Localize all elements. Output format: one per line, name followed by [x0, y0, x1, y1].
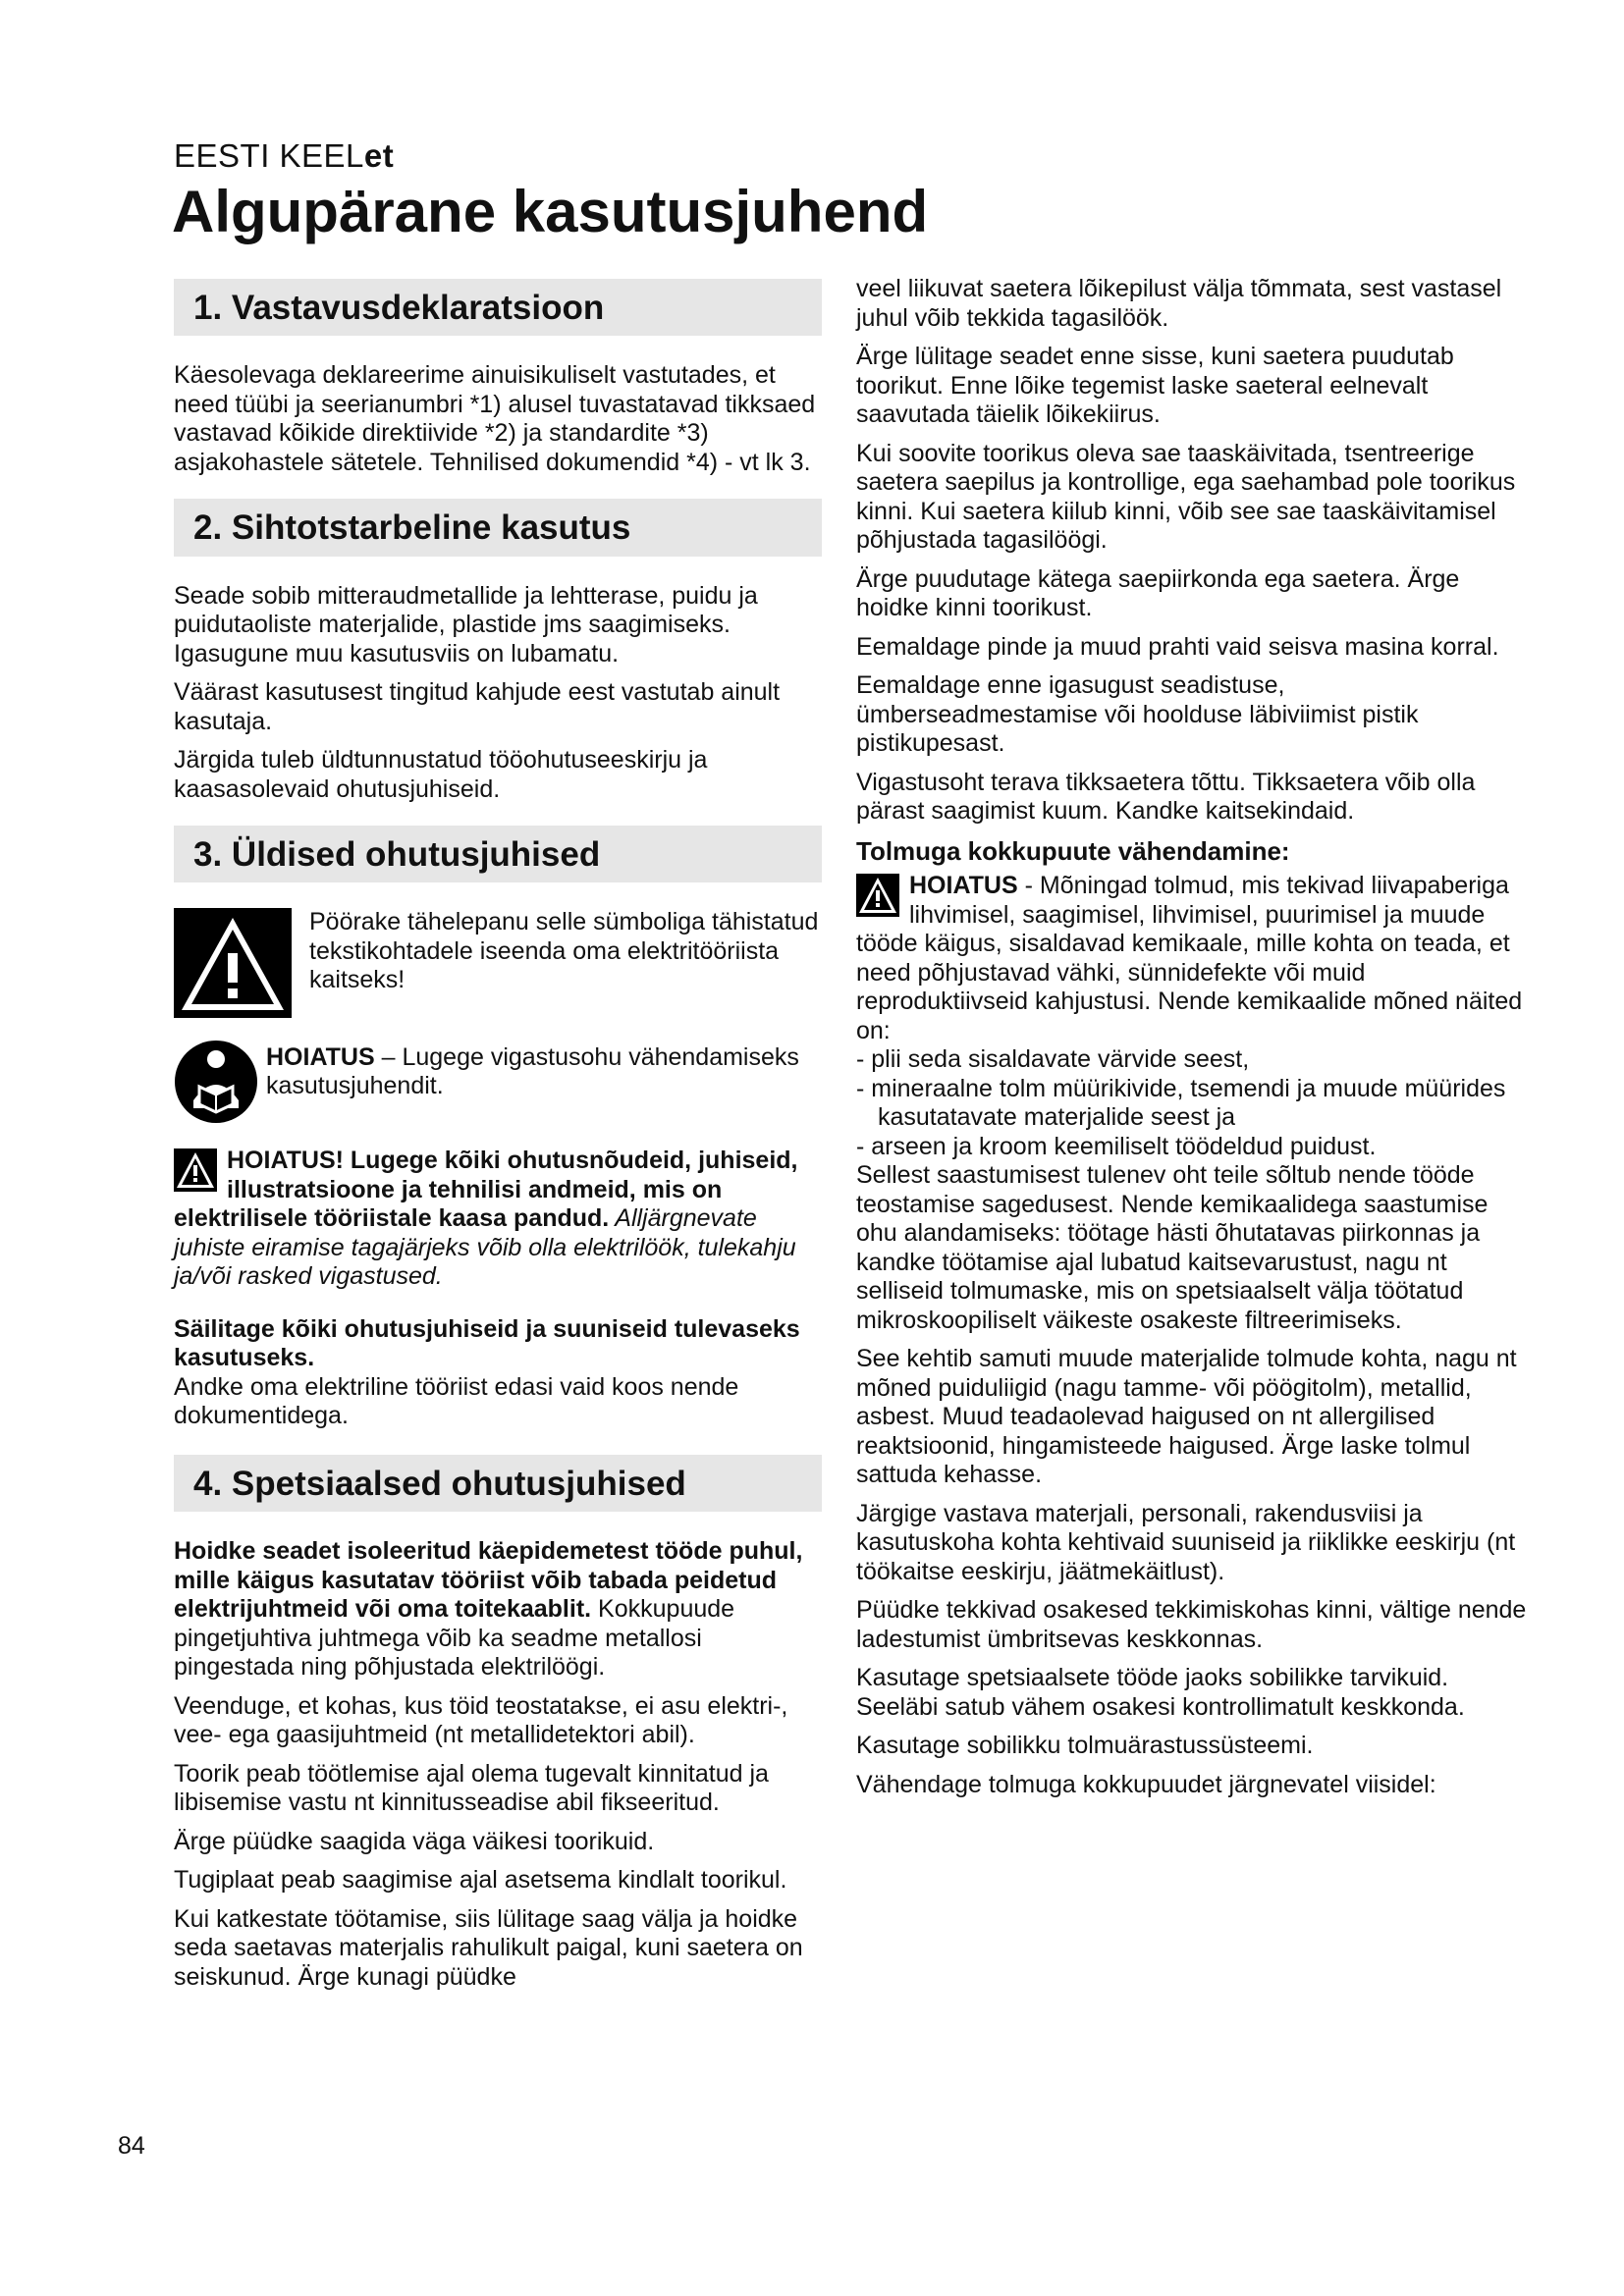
paragraph: Eemaldage enne igasugust seadistuse, ümberseadmestamise või hoolduse läbiviimist pistik pistikupesast. [856, 671, 1419, 757]
paragraph: Tugiplaat peab saagimise ajal asetsema kindlalt toorikul. [174, 1866, 787, 1895]
paragraph: Toorik peab töötlemise ajal olema tugevalt kinnitatud ja libisemise vastu nt kinnitusseadise abil fikseeritud. [174, 1759, 769, 1817]
list-item: - mineraalne tolm müürikivide, tsemendi ja muude müürides kasutatavate materjalide seest ja [856, 1074, 1506, 1132]
paragraph: Kui soovite toorikus oleva sae taaskäivitada, tsentreerige saetera saepilus ja kontrollige, ega saehambad pole toorikus kinni. Kui saetera kiilub kinni, võib see sae taaskäivitamisel põhjustada tagasilöögi. [856, 439, 1516, 554]
manual-warning-text: HOIATUS – Lugege vigastusohu vähendamiseks kasutusjuhendit. [266, 1042, 799, 1100]
right-column [856, 275, 1529, 1809]
paragraph: Vigastusoht terava tikksaetera tõttu. Tikksaetera võib olla pärast saagimist kuum. Kandke kaitsekindaid. [856, 768, 1476, 825]
paragraph: Ärge lülitage seadet enne sisse, kuni saetera puudutab toorikut. Enne lõike tegemist laske saeteral eelnevalt saavutada täielik lõikekiirus. [856, 343, 1454, 428]
paragraph: Järgige vastava materjali, personali, rakendusviisi ja kasutuskoha kohta kehtivaid suuniseid ja riiklikke eeskirju (nt töökaitse eeskirju, jäätmekäitlust). [856, 1499, 1516, 1585]
keep-instructions: Säilitage kõiki ohutusjuhiseid ja suuniseid tulevaseks kasutuseks. Andke oma elektriline tööriist edasi vaid koos nende dokumentidega. [174, 1314, 800, 1430]
paragraph: Püüdke tekkivad osakesed tekkimiskohas kinni, vältige nende ladestumist ümbritsevas keskkonnas. [856, 1596, 1527, 1653]
paragraph: Ärge puudutage kätega saepiirkonda ega saetera. Ärge hoidke kinni toorikust. [856, 564, 1460, 621]
list-item: - plii seda sisaldavate värvide seest, [856, 1045, 1250, 1074]
symbol-note-text: Pöörake tähelepanu selle sümboliga tähistatud tekstikohtadele iseenda oma elektritööriista kaitseks! [309, 908, 819, 994]
symbol-note [174, 908, 822, 1026]
paragraph: Ärge püüdke saagida väga väikesi toorikuid. [174, 1827, 655, 1855]
page-number: 84 [118, 2132, 145, 2160]
list-item: - arseen ja kroom keemiliselt töödeldud puidust. [856, 1132, 1377, 1160]
paragraph: Kasutage sobilikku tolmuärastussüsteemi. [856, 1732, 1314, 1760]
section-heading-3: 3. Üldised ohutusjuhised [174, 826, 822, 882]
paragraph: Kui katkestate töötamise, siis lülitage saag välja ja hoidke seda saetavas materjalis rahulikult paigal, kuni saetera on seiskunud. Ärge kunagi püüdke [174, 1904, 803, 1991]
paragraph: Hoidke seadet isoleeritud käepidemetest tööde puhul, mille käigus kasutatav tööriist võib tabada peidetud elektrijuhtmeid või oma toitekaablit. Kokkupuude pingetjuhtiva juhtmega võib ka seadme metallosi pingestada ning põhjustada elektrilöögi. [174, 1537, 803, 1682]
paragraph: Sellest saastumisest tulenev oht teile sõltub nende tööde teostamise sagedusest. Nende kemikaalidega saastumise ohu alandamiseks: töötage hästi õhutatavas piirkonnas ja kandke töötamise ajal lubatud kaitsevarustust, nagu nt selliseid tolmumaske, mis on spetsiaalselt välja töötatud mikroskoopiliselt väikeste osakeste filtreerimiseks. [856, 1161, 1489, 1334]
language-label: EESTI KEELet [174, 137, 395, 174]
section-heading-2: 2. Sihtotstarbeline kasutus [174, 499, 822, 556]
warning-triangle-icon [174, 908, 292, 1026]
dust-heading: Tolmuga kokkupuute vähendamine: [856, 835, 1290, 866]
general-warning: HOIATUS! Lugege kõiki ohutusnõudeid, juhiseid, illustratsioone ja tehnilisi andmeid, mis on elektrilisele tööriistale kaasa pandud. Alljärgnevate juhiste eiramise tagajärjeks võib olla elektrilöök, tulekahju ja/või rasked vigastused. [174, 1147, 798, 1291]
warning-triangle-icon [856, 874, 899, 925]
dust-examples-list [856, 1045, 1529, 1161]
paragraph: veel liikuvat saetera lõikepilust välja tõmmata, sest vastasel juhul võib tekkida tagasilöök. [856, 275, 1502, 332]
read-manual-icon [174, 1040, 258, 1132]
paragraph: Seade sobib mitteraudmetallide ja lehtterase, puidu ja puidutaoliste materjalide, plastide jms saagimiseks. Igasugune muu kasutusviis on lubamatu. [174, 581, 758, 667]
section-heading-4: 4. Spetsiaalsed ohutusjuhised [174, 1455, 822, 1512]
page-title: Algupärane kasutusjuhend [172, 179, 929, 244]
section-heading-1: 1. Vastavusdeklaratsioon [174, 279, 822, 336]
manual-warning [174, 1040, 822, 1132]
paragraph: Eemaldage pinde ja muud prahti vaid seisva masina korral. [856, 632, 1499, 661]
dust-warning: HOIATUS - Mõningad tolmud, mis tekivad liivapaberiga lihvimisel, saagimisel, lihvimisel, puurimisel ja muude tööde käigus, sisaldavad kemikaale, mille kohta on teada, et need põhjustavad vähki, sünnidefekte või muid reproduktiivseid kahjustusi. Nende kemikaalide mõned näited on: [856, 872, 1523, 1044]
paragraph: Veenduge, et kohas, kus töid teostatakse, ei asu elektri-, vee- ega gaasijuhtmeid (nt metallidetektori abil). [174, 1691, 788, 1749]
paragraph: Vähendage tolmuga kokkupuudet järgnevatel viisidel: [856, 1770, 1436, 1798]
left-column [174, 275, 822, 2002]
paragraph: Väärast kasutusest tingitud kahjude eest vastutab ainult kasutaja. [174, 678, 781, 735]
paragraph: Käesolevaga deklareerime ainuisikuliselt vastutades, et need tüübi ja seerianumbri *1) alusel tuvastatavad tikksaed vastavad kõikide direktiivide *2) ja standardite *3) asjakohastele sätetele. Tehnilised dokumendid *4) - vt lk 3. [174, 361, 816, 476]
paragraph: Järgida tuleb üldtunnustatud tööohutuseeskirju ja kaasasolevaid ohutusjuhiseid. [174, 746, 708, 803]
paragraph: See kehtib samuti muude materjalide tolmude kohta, nagu nt mõned puiduliigid (nagu tamme- või pöögitolm), metallid, asbest. Muud teadaolevad haigused on nt allergilised reaktsioonid, hingamisteede haigused. Ärge laske tolmul sattuda kehasse. [856, 1345, 1517, 1489]
paragraph: Kasutage spetsiaalsete tööde jaoks sobilikke tarvikuid. Seeläbi satub vähem osakesi kontrollimatult keskkonda. [856, 1664, 1465, 1721]
warning-triangle-icon [174, 1148, 217, 1200]
